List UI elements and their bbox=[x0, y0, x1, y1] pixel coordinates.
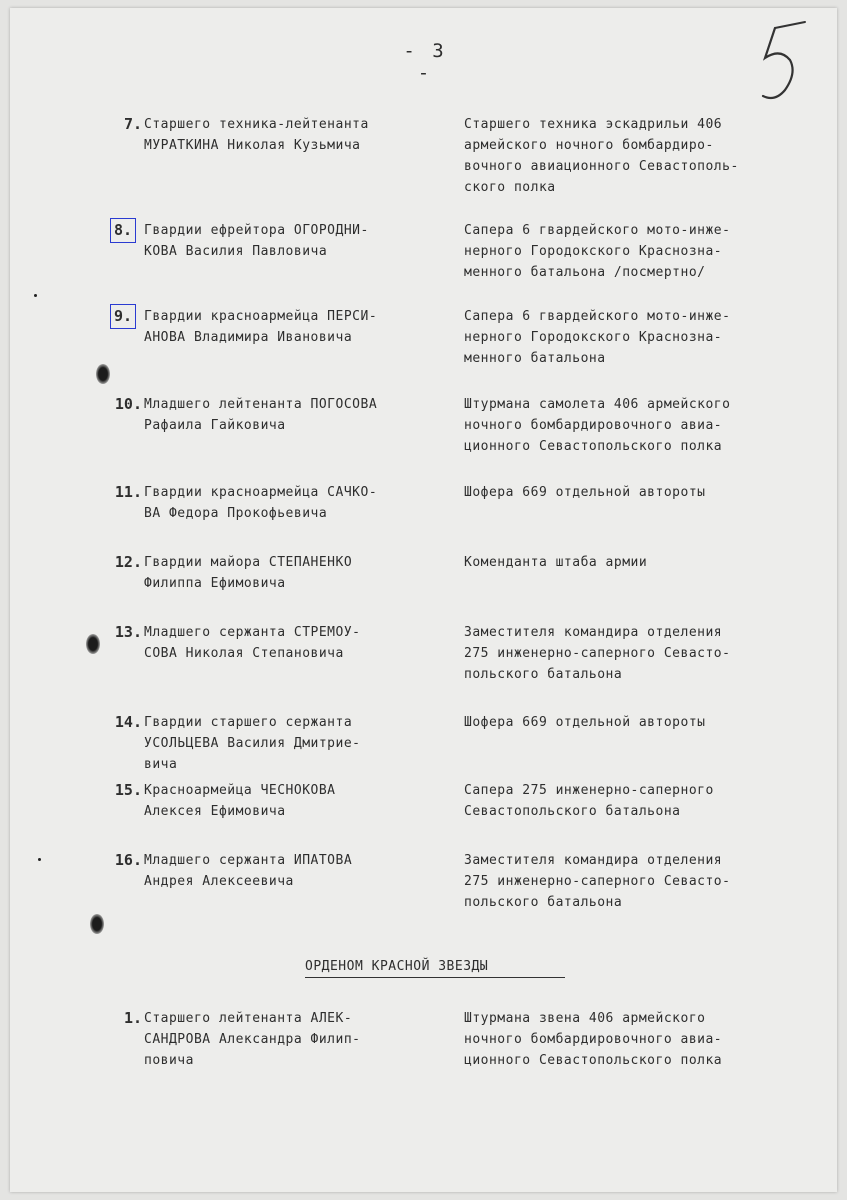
recipient-name-line: САНДРОВА Александра Филип- bbox=[144, 1032, 361, 1047]
entry-number: 14. bbox=[114, 713, 142, 731]
recipient-name bbox=[144, 712, 444, 775]
binding-hole bbox=[86, 634, 100, 654]
recipient-position bbox=[464, 1008, 814, 1071]
recipient-name bbox=[144, 622, 444, 664]
recipient-position-line: Севастопольского батальона bbox=[464, 804, 681, 819]
recipient-name-line: Андрея Алексеевича bbox=[144, 874, 294, 889]
recipient-position-line: Сапера 6 гвардейского мото-инже- bbox=[464, 223, 731, 238]
recipient-name bbox=[144, 306, 444, 348]
recipient-name bbox=[144, 482, 444, 524]
recipient-position-line: нерного Городокского Краснозна- bbox=[464, 244, 723, 259]
recipient-position-line: Штурмана звена 406 армейского bbox=[464, 1011, 706, 1026]
recipient-name-line: Рафаила Гайковича bbox=[144, 418, 286, 433]
recipient-position-line: менного батальона /посмертно/ bbox=[464, 265, 706, 280]
recipient-name-line: МУРАТКИНА Николая Кузьмича bbox=[144, 138, 361, 153]
recipient-name-line: Алексея Ефимовича bbox=[144, 804, 286, 819]
entry-number: 7. bbox=[123, 115, 142, 133]
recipient-name bbox=[144, 850, 444, 892]
recipient-position-line: ского полка bbox=[464, 180, 556, 195]
recipient-position-line: армейского ночного бомбардиро- bbox=[464, 138, 714, 153]
recipient-name-line: Гвардии старшего сержанта bbox=[144, 715, 353, 730]
recipient-position bbox=[464, 306, 814, 369]
recipient-position bbox=[464, 114, 814, 198]
recipient-position-line: Сапера 275 инженерно-саперного bbox=[464, 783, 714, 798]
page-number: - 3 - bbox=[403, 40, 447, 84]
handwritten-five-icon bbox=[735, 18, 815, 118]
paper-speck bbox=[38, 858, 41, 861]
recipient-name-line: повича bbox=[144, 1053, 194, 1068]
entry-number: 15. bbox=[114, 781, 142, 799]
paper-speck bbox=[34, 294, 37, 297]
recipient-name-line: Гвардии ефрейтора ОГОРОДНИ- bbox=[144, 223, 369, 238]
entry-number: 12. bbox=[114, 553, 142, 571]
recipient-position-line: ночного бомбардировочного авиа- bbox=[464, 1032, 723, 1047]
recipient-position bbox=[464, 552, 814, 573]
recipient-position-line: 275 инженерно-саперного Севасто- bbox=[464, 646, 731, 661]
binding-hole bbox=[96, 364, 110, 384]
recipient-position-line: менного батальона bbox=[464, 351, 606, 366]
recipient-name bbox=[144, 1008, 444, 1071]
entry-number: 16. bbox=[114, 851, 142, 869]
recipient-name-line: СОВА Николая Степановича bbox=[144, 646, 344, 661]
recipient-position-line: Шофера 669 отдельной автороты bbox=[464, 485, 706, 500]
recipient-name-line: Гвардии красноармейца САЧКО- bbox=[144, 485, 378, 500]
recipient-position bbox=[464, 622, 814, 685]
recipient-name-line: Гвардии красноармейца ПЕРСИ- bbox=[144, 309, 378, 324]
recipient-position-line: Коменданта штаба армии bbox=[464, 555, 648, 570]
entry-number: 10. bbox=[114, 395, 142, 413]
recipient-name bbox=[144, 114, 444, 156]
recipient-name-line: Красноармейца ЧЕСНОКОВА bbox=[144, 783, 336, 798]
recipient-name bbox=[144, 220, 444, 262]
recipient-name-line: Филиппа Ефимовича bbox=[144, 576, 286, 591]
recipient-name-line: вича bbox=[144, 757, 178, 772]
recipient-position bbox=[464, 780, 814, 822]
entry-number: 11. bbox=[114, 483, 142, 501]
recipient-position bbox=[464, 850, 814, 913]
recipient-name bbox=[144, 394, 444, 436]
recipient-position-line: Шофера 669 отдельной автороты bbox=[464, 715, 706, 730]
recipient-name-line: КОВА Василия Павловича bbox=[144, 244, 328, 259]
recipient-position-line: вочного авиационного Севастополь- bbox=[464, 159, 739, 174]
recipient-position-line: Сапера 6 гвардейского мото-инже- bbox=[464, 309, 731, 324]
handwritten-page-mark bbox=[735, 18, 815, 118]
recipient-position bbox=[464, 482, 814, 503]
section-title-red-star: ОРДЕНОМ КРАСНОЙ ЗВЕЗДЫ bbox=[305, 957, 565, 978]
recipient-position-line: польского батальона bbox=[464, 895, 623, 910]
recipient-name-line: Старшего лейтенанта АЛЕК- bbox=[144, 1011, 353, 1026]
recipient-position-line: Штурмана самолета 406 армейского bbox=[464, 397, 731, 412]
binding-hole bbox=[90, 914, 104, 934]
recipient-position-line: нерного Городокского Краснозна- bbox=[464, 330, 723, 345]
recipient-name-line: АНОВА Владимира Ивановича bbox=[144, 330, 353, 345]
recipient-name bbox=[144, 552, 444, 594]
recipient-position-line: польского батальона bbox=[464, 667, 623, 682]
recipient-name-line: УСОЛЬЦЕВА Василия Дмитрие- bbox=[144, 736, 361, 751]
entry-number: 9. bbox=[113, 307, 133, 325]
recipient-position bbox=[464, 712, 814, 733]
recipient-name-line: Младшего сержанта СТРЕМОУ- bbox=[144, 625, 361, 640]
recipient-name-line: Младшего лейтенанта ПОГОСОВА bbox=[144, 397, 378, 412]
recipient-name-line: Старшего техника-лейтенанта bbox=[144, 117, 369, 132]
recipient-position-line: ночного бомбардировочного авиа- bbox=[464, 418, 723, 433]
recipient-position-line: Заместителя командира отделения bbox=[464, 853, 723, 868]
entry-number: 8. bbox=[113, 221, 133, 239]
recipient-name-line: Младшего сержанта ИПАТОВА bbox=[144, 853, 353, 868]
recipient-position-line: Старшего техника эскадрильи 406 bbox=[464, 117, 723, 132]
recipient-position-line: 275 инженерно-саперного Севасто- bbox=[464, 874, 731, 889]
entry-number: 1. bbox=[123, 1009, 142, 1027]
recipient-name bbox=[144, 780, 444, 822]
recipient-position-line: ционного Севастопольского полка bbox=[464, 439, 723, 454]
recipient-position-line: ционного Севастопольского полка bbox=[464, 1053, 723, 1068]
recipient-position bbox=[464, 220, 814, 283]
recipient-position bbox=[464, 394, 814, 457]
recipient-name-line: Гвардии майора СТЕПАНЕНКО bbox=[144, 555, 353, 570]
entry-number: 13. bbox=[114, 623, 142, 641]
recipient-position-line: Заместителя командира отделения bbox=[464, 625, 723, 640]
recipient-name-line: ВА Федора Прокофьевича bbox=[144, 506, 328, 521]
